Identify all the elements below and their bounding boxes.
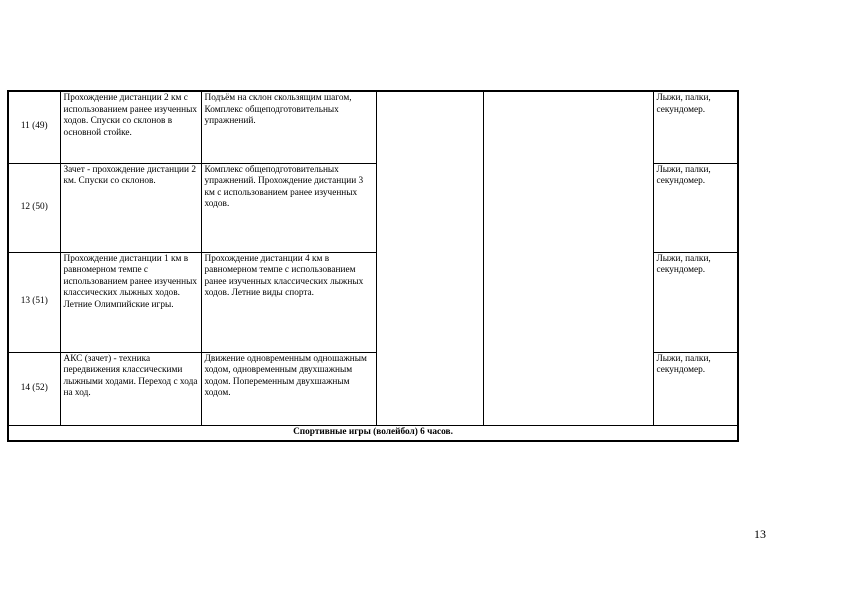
lesson-content-cell: Зачет - прохождение дистанции 2 км. Спуски со склонов. — [60, 163, 201, 252]
lesson-equipment-cell: Лыжи, палки, секундомер. — [653, 163, 738, 252]
lesson-activity-cell: Подъём на склон скользящим шагом, Комплекс общеподготовительных упражнений. — [201, 91, 376, 163]
lesson-activity-cell: Движение одновременным одношажным ходом, одновременным двухшажным ходом. Попеременным двухшажным ходом. — [201, 352, 376, 425]
lesson-content-cell: Прохождение дистанции 2 км с использованием ранее изученных ходов. Спуски со склонов в основной стойке. — [60, 91, 201, 163]
lesson-equipment-cell: Лыжи, палки, секундомер. — [653, 252, 738, 352]
lesson-content-cell: Прохождение дистанции 1 км в равномерном темпе с использованием ранее изученных классических лыжных ходов. Летние Олимпийские игры. — [60, 252, 201, 352]
lesson-plan-table — [7, 90, 739, 442]
empty-cell — [376, 91, 483, 425]
section-row — [8, 425, 738, 441]
lesson-content-cell: АКС (зачет) - техника передвижения классическими лыжными ходами. Переход с хода на ход. — [60, 352, 201, 425]
lesson-activity-cell: Прохождение дистанции 4 км в равномерном темпе с использованием ранее изученных классических лыжных ходов. Летние виды спорта. — [201, 252, 376, 352]
table-row — [8, 91, 738, 163]
empty-cell — [483, 91, 653, 425]
page-number: 13 — [754, 527, 766, 541]
lesson-number-cell: 13 (51) — [8, 252, 60, 352]
lesson-activity-cell: Комплекс общеподготовительных упражнений. Прохождение дистанции 3 км с использованием ранее изученных ходов. — [201, 163, 376, 252]
lesson-number-cell: 11 (49) — [8, 91, 60, 163]
lesson-equipment-cell: Лыжи, палки, секундомер. — [653, 352, 738, 425]
section-title: Спортивные игры (волейбол) 6 часов. — [8, 425, 738, 441]
lesson-equipment-cell: Лыжи, палки, секундомер. — [653, 91, 738, 163]
lesson-number-cell: 12 (50) — [8, 163, 60, 252]
lesson-number-cell: 14 (52) — [8, 352, 60, 425]
